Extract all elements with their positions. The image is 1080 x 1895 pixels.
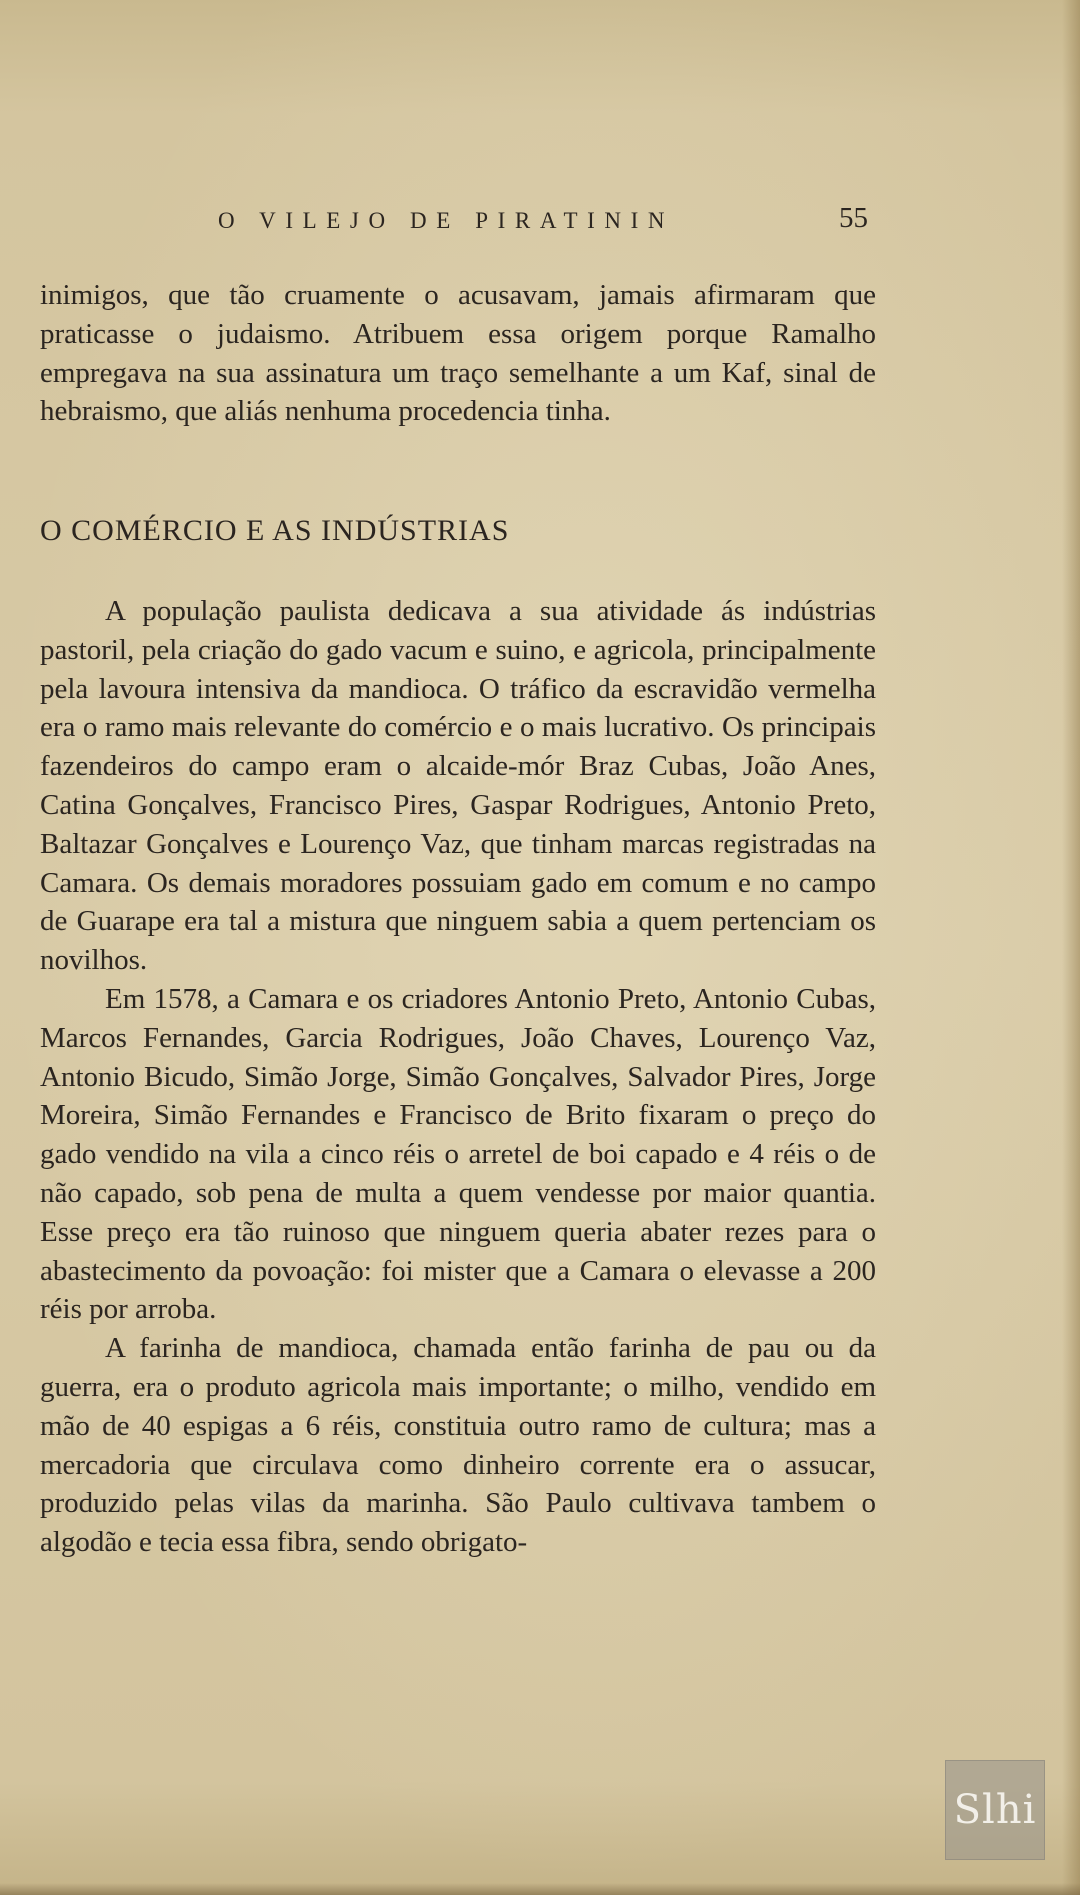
paragraph: inimigos, que tão cruamente o acusavam, jamais afirmaram que praticasse o judaismo. Atribuem essa origem porque Ramalho empregava na sua assinatura um traço semelhante a um Kaf, sinal de hebraismo, que aliás nenhuma procedencia tinha. — [40, 279, 876, 428]
section-body — [40, 592, 876, 1562]
page-edge-shadow-right — [1062, 0, 1080, 1895]
page-number: 55 — [839, 202, 868, 234]
paragraph: Em 1578, a Camara e os criadores Antonio Preto, Antonio Cubas, Marcos Fernandes, Garcia Rodrigues, João Chaves, Lourenço Vaz, Antonio Bicudo, Simão Jorge, Simão Gonçalves, Salvador Pires, Jorge Moreira, Simão Fernandes e Francisco de Brito fixaram o preço do gado vendido na vila a cinco réis o arretel de boi capado e 4 réis o de não capado, sob pena de multa a quem vendesse por maior quantia. Esse preço era tão ruinoso que ninguem queria abater rezes para o abastecimento da povoação: foi mister que a Camara o elevasse a 200 réis por arroba. — [40, 982, 876, 1326]
page-edge-shadow-bottom — [0, 1883, 1080, 1895]
continued-text — [40, 276, 876, 431]
section-heading: O COMÉRCIO E AS INDÚSTRIAS — [40, 514, 510, 547]
paragraph: A farinha de mandioca, chamada então farinha de pau ou da guerra, era o produto agricola mais importante; o milho, vendido em mão de 40 espigas a 6 réis, constituia outro ramo de cultura; mas a mercadoria que circulava como dinheiro corrente era o assucar, produzido pelas vilas da marinha. São Paulo cultivava tambem o algodão e tecia essa fibra, sendo obrigato- — [40, 1332, 876, 1559]
watermark-logo: Slhi — [953, 1787, 1037, 1833]
running-title: O VILEJO DE PIRATININ — [218, 208, 675, 233]
library-watermark — [945, 1760, 1045, 1860]
paragraph: A população paulista dedicava a sua atividade ás indústrias pastoril, pela criação do gado vacum e suino, e agricola, principalmente pela lavoura intensiva da mandioca. O tráfico da escravidão vermelha era o ramo mais relevante do comércio e o mais lucrativo. Os principais fazendeiros do campo eram o alcaide-mór Braz Cubas, João Anes, Catina Gonçalves, Francisco Pires, Gaspar Rodrigues, Antonio Preto, Baltazar Gonçalves e Lourenço Vaz, que tinham marcas registradas na Camara. Os demais moradores possuiam gado em comum e no campo de Guarape era tal a mistura que ninguem sabia a quem pertenciam os novilhos. — [40, 595, 876, 977]
running-head — [218, 202, 868, 242]
